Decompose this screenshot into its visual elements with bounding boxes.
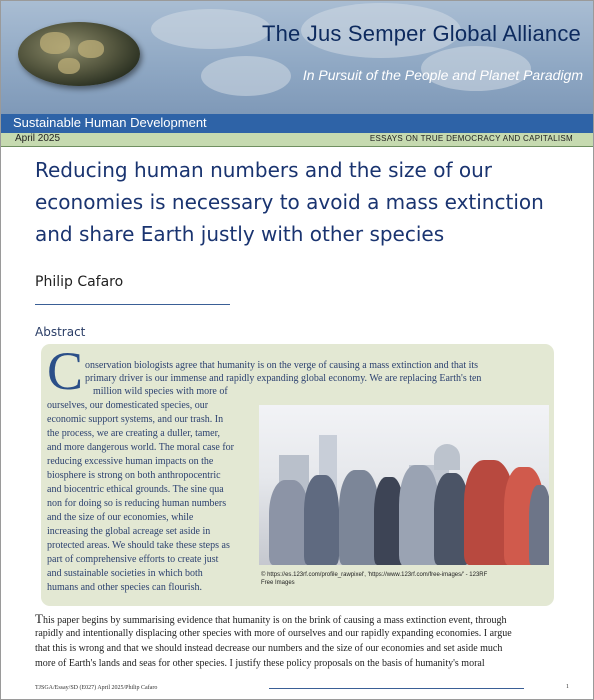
world-map-shape	[151, 9, 271, 49]
body-paragraph-line: rapidly and intentionally displacing other species with more of ourselves and our rapidly expanding economies. I argue	[35, 628, 512, 639]
footer-reference: TJSGA/Essay/SD (E027) April 2025/Philip Cafaro	[35, 685, 158, 691]
page-number: 1	[566, 684, 569, 690]
abstract-line: increasing the global acreage set aside in	[47, 526, 211, 537]
globe-logo-icon	[18, 22, 140, 86]
drop-cap: C	[47, 341, 84, 401]
publication-date: April 2025	[15, 133, 61, 144]
image-credit-line: Free Images	[261, 580, 295, 586]
body-initial: T	[35, 611, 43, 626]
crowd-figure	[339, 470, 379, 565]
body-paragraph-line	[35, 612, 506, 627]
title-line: and share Earth justly with other species	[35, 222, 445, 246]
world-map-shape	[201, 56, 291, 96]
header-banner	[1, 1, 593, 114]
organization-tagline: In Pursuit of the People and Planet Paradigm	[302, 67, 583, 83]
title-line: economies is necessary to avoid a mass extinction	[35, 190, 544, 214]
image-credit-line: © https://es.123rf.com/profile_rawpixel', 'https://www.123rf.com/free-images/' - 123RF	[261, 572, 488, 578]
crowd-figure	[304, 475, 339, 565]
abstract-line: biosphere is strong on both anthropocentric	[47, 470, 221, 481]
abstract-line: ourselves, our domesticated species, our	[47, 400, 209, 411]
abstract-line: and sustainable societies in which both	[47, 568, 203, 579]
crowd-photo	[259, 405, 549, 565]
author-divider	[35, 304, 230, 305]
abstract-line: and the size of our economies, while	[47, 512, 194, 523]
abstract-line: the process, we are creating a duller, tamer,	[47, 428, 221, 439]
body-text: his paper begins by summarising evidence that humanity is on the brink of causing a mass extinction event, through	[42, 615, 507, 626]
abstract-line: and more dangerous world. The moral case for	[47, 442, 234, 453]
organization-title: The Jus Semper Global Alliance	[261, 21, 581, 46]
body-paragraph-line: more of Earth's lands and seas for other species. I justify these policy proposals on the basis of humanity's moral	[35, 658, 485, 669]
abstract-line: part of comprehensive efforts to create just	[47, 554, 219, 565]
abstract-line: protected areas. We should take these steps as	[47, 540, 230, 551]
abstract-line: humans and other species can flourish.	[47, 582, 202, 593]
abstract-line: primary driver is our immense and rapidly expanding global economy. We are replacing Earth's ten	[85, 373, 482, 384]
date-bar	[1, 133, 593, 147]
title-line: Reducing human numbers and the size of our	[35, 158, 492, 182]
dome-shape	[434, 444, 460, 470]
abstract-line: reducing excessive human impacts on the	[47, 456, 214, 467]
crowd-figure	[269, 480, 309, 565]
paper-title	[35, 154, 575, 250]
image-credit	[261, 571, 549, 587]
abstract-line: million wild species with more of	[93, 386, 228, 397]
author-name: Philip Cafaro	[35, 274, 124, 290]
abstract-line: and biocentric ethical grounds. The sine qua	[47, 484, 224, 495]
section-bar	[1, 114, 593, 133]
abstract-box	[41, 341, 554, 606]
abstract-line: non for doing so is reducing human numbers	[47, 498, 227, 509]
body-paragraph-line: that this is wrong and that we should instead decrease our numbers and the size of our economies and set aside much	[35, 643, 503, 654]
abstract-line: onservation biologists agree that humanity is on the verge of causing a mass extinction and that its	[85, 360, 479, 371]
abstract-line: economic support systems, and our trash. In	[47, 414, 224, 425]
abstract-heading: Abstract	[35, 325, 86, 339]
crowd-figure	[399, 465, 439, 565]
series-label: ESSAYS ON TRUE DEMOCRACY AND CAPITALISM	[369, 134, 573, 143]
footer-divider	[269, 688, 524, 689]
section-label: Sustainable Human Development	[13, 115, 207, 130]
crowd-figure	[529, 485, 549, 565]
